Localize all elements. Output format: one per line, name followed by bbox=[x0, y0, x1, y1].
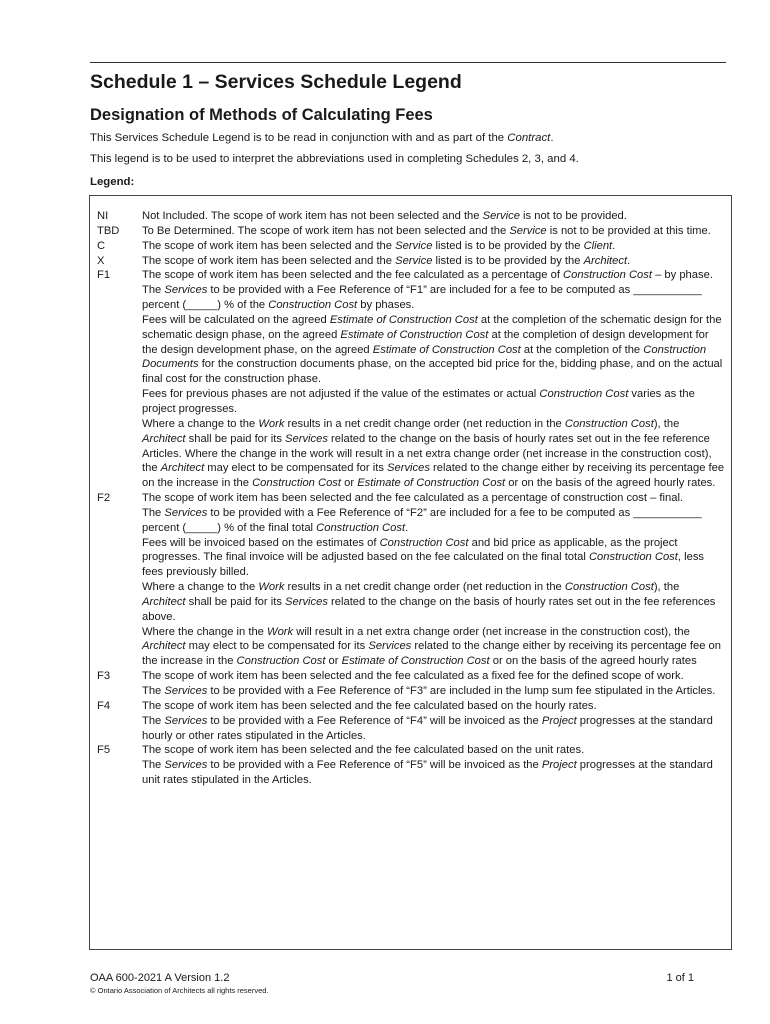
defined-term: Service bbox=[482, 210, 520, 222]
defined-term: Construction Cost bbox=[268, 299, 358, 312]
defined-term: Construction Cost bbox=[316, 521, 406, 534]
legend-box bbox=[89, 195, 732, 950]
definition-paragraph: Where a change to the Work results in a net credit change order (net reduction in the Construction Cost), the Architect shall be paid for its Services related to the change on the basis of hourly rates set out in the fee reference Articles. Where the change in the work will result in a net extra change order (net increase in the construction cost), the Architect may elect to be compensated for its Services related to the change either by receiving its percentage fee on the increase in the Construction Cost or Estimate of Construction Cost or on the basis of the agreed hourly rates. bbox=[142, 417, 725, 490]
legend-entry-f1 bbox=[97, 268, 725, 491]
legend-entry-c bbox=[97, 239, 725, 254]
defined-term: Architect bbox=[142, 640, 186, 653]
defined-term: Services bbox=[387, 462, 430, 475]
legend-definition bbox=[142, 699, 725, 744]
legend-entry-ni bbox=[97, 209, 725, 224]
defined-term: Architect bbox=[142, 432, 186, 445]
defined-term: Services bbox=[164, 714, 208, 727]
legend-abbreviation: NI bbox=[97, 210, 109, 222]
legend-abbreviation: X bbox=[97, 254, 105, 267]
legend-definition bbox=[142, 224, 725, 239]
definition-paragraph: Fees for previous phases are not adjusted if the value of the estimates or actual Construction Cost varies as the project progresses. bbox=[142, 388, 695, 415]
definition-paragraph: To Be Determined. The scope of work item has not been selected and the Service is not to be provided at this time. bbox=[142, 224, 711, 237]
defined-term: Architect bbox=[583, 254, 628, 267]
definition-paragraph: The scope of work item has been selected and the Service listed is to be provided by the Client. bbox=[142, 239, 616, 252]
legend-entry-f5 bbox=[97, 743, 725, 788]
defined-term: Construction Cost bbox=[564, 417, 654, 430]
legend-definition bbox=[142, 209, 725, 224]
legend-label: Legend: bbox=[90, 176, 135, 188]
legend-abbreviation: F5 bbox=[97, 744, 111, 757]
legend-abbreviation: C bbox=[97, 239, 106, 252]
definition-paragraph: The Services to be provided with a Fee Reference of “F3” are included in the lump sum fee stipulated in the Articles. bbox=[142, 685, 716, 697]
legend-definition bbox=[142, 669, 725, 699]
defined-term: Services bbox=[285, 432, 328, 445]
legend-entry-f3 bbox=[97, 669, 725, 699]
definition-paragraph: Where the change in the Work will result in a net extra change order (net increase in the construction cost), the Architect may elect to be compensated for its Services related to the change either by receiving its percentage fee on the increase in the Construction Cost or Estimate of Construction Cost or on the basis of the agreed hourly rates bbox=[142, 625, 721, 668]
definition-paragraph: Fees will be calculated on the agreed Estimate of Construction Cost at the completion of the schematic design for the schematic design phase, on the agreed Estimate of Construction Cost at the completion of design development for the design development phase, on the agreed Estimate of Construction Cost at the completion of the Construction Documents for the construction documents phase, on the accepted bid price for the, bidding phase, and on the actual final cost for the construction phase. bbox=[142, 313, 723, 386]
defined-term: Services bbox=[164, 685, 208, 697]
legend-abbreviation: F4 bbox=[97, 699, 111, 712]
defined-term: Construction Cost bbox=[236, 655, 326, 668]
legend-definition bbox=[142, 239, 725, 254]
legend-abbreviation: F1 bbox=[97, 269, 111, 282]
legend-definition bbox=[142, 491, 725, 669]
legend-entry-tbd bbox=[97, 224, 725, 239]
definition-paragraph: The Services to be provided with a Fee Reference of “F5” will be invoiced as the Project progresses at the standard unit rates stipulated in the Articles. bbox=[142, 759, 713, 787]
defined-term: Services bbox=[368, 640, 412, 653]
legend-entry-f4 bbox=[97, 699, 725, 744]
defined-term: Service bbox=[395, 254, 433, 267]
footer-doc-id: OAA 600-2021 A Version 1.2 bbox=[90, 972, 230, 984]
defined-term: Services bbox=[285, 595, 328, 608]
definition-paragraph: The scope of work item has been selected and the Service listed is to be provided by the Architect. bbox=[142, 254, 631, 267]
defined-term: Services bbox=[164, 506, 208, 519]
legend-definition bbox=[142, 743, 725, 788]
intro-line-2: This legend is to be used to interpret the abbreviations used in completing Schedules 2, 3, and 4. bbox=[90, 153, 579, 165]
intro-line-1: This Services Schedule Legend is to be read in conjunction with and as part of the Contract. bbox=[90, 132, 554, 144]
defined-term: Construction Cost bbox=[563, 269, 652, 282]
defined-term: Construction Cost bbox=[252, 477, 342, 490]
defined-term: Construction Cost bbox=[588, 551, 678, 564]
definition-paragraph: The Services to be provided with a Fee Reference of “F4” will be invoiced as the Project progresses at the standard hourly or other rates stipulated in the Articles. bbox=[142, 714, 713, 742]
definition-paragraph: The scope of work item has been selected and the fee calculated as a percentage of construction cost – final. bbox=[142, 492, 684, 505]
defined-term: Architect bbox=[160, 462, 205, 475]
defined-term: Estimate of Construction Cost bbox=[357, 477, 506, 490]
defined-term: Contract bbox=[507, 132, 551, 144]
page-subtitle: Designation of Methods of Calculating Fees bbox=[90, 106, 433, 124]
legend-entry-x bbox=[97, 254, 725, 269]
legend-definition bbox=[142, 254, 725, 269]
definition-paragraph: The Services to be provided with a Fee Reference of “F2” are included for a fee to be computed as ___________ percent (_____) % of the final total Construction Cost. bbox=[142, 506, 702, 534]
defined-term: Construction Cost bbox=[564, 581, 654, 594]
definition-paragraph: The scope of work item has been selected and the fee calculated based on the hourly rates. bbox=[142, 699, 597, 712]
defined-term: Estimate of Construction Cost bbox=[329, 313, 478, 326]
definition-paragraph: Fees will be invoiced based on the estimates of Construction Cost and bid price as applicable, as the project progresses. The final invoice will be adjusted based on the fee calculated on the final total Construction Cost, less fees previously billed. bbox=[142, 536, 705, 579]
top-rule bbox=[90, 62, 726, 63]
definition-paragraph: Where a change to the Work results in a net credit change order (net reduction in the Construction Cost), the Architect shall be paid for its Services related to the change on the basis of hourly rates set out in the fee references above. bbox=[142, 581, 716, 623]
defined-term: Work bbox=[267, 625, 294, 638]
legend-abbreviation: F2 bbox=[97, 492, 111, 505]
defined-term: Construction Cost bbox=[539, 388, 629, 401]
definition-paragraph: Not Included. The scope of work item has not been selected and the Service is not to be provided. bbox=[142, 210, 627, 222]
footer-copyright: © Ontario Association of Architects all rights reserved. bbox=[90, 986, 269, 995]
defined-term: Work bbox=[258, 581, 285, 594]
defined-term: Service bbox=[509, 224, 547, 237]
definition-paragraph: The scope of work item has been selected and the fee calculated based on the unit rates. bbox=[142, 744, 585, 757]
definition-paragraph: The scope of work item has been selected and the fee calculated as a fixed fee for the defined scope of work. bbox=[142, 670, 684, 683]
definition-paragraph: The scope of work item has been selected and the fee calculated as a percentage of Construction Cost – by phase. bbox=[142, 269, 713, 282]
defined-term: Construction Cost bbox=[379, 536, 469, 549]
definition-paragraph: The Services to be provided with a Fee Reference of “F1” are included for a fee to be computed as ___________ percent (_____) % of the Construction Cost by phases. bbox=[142, 284, 702, 312]
legend-definition bbox=[142, 268, 725, 491]
legend-abbreviation: F3 bbox=[97, 670, 111, 683]
footer-page-number: 1 of 1 bbox=[666, 972, 694, 984]
legend-abbreviation: TBD bbox=[97, 224, 120, 237]
defined-term: Estimate of Construction Cost bbox=[341, 655, 490, 668]
defined-term: Service bbox=[395, 239, 433, 252]
defined-term: Project bbox=[541, 714, 577, 727]
defined-term: Client bbox=[583, 239, 613, 252]
legend-entries bbox=[97, 209, 725, 788]
legend-entry-f2 bbox=[97, 491, 725, 669]
defined-term: Services bbox=[164, 284, 208, 297]
defined-term: Project bbox=[541, 759, 577, 772]
defined-term: Construction Documents bbox=[142, 343, 707, 371]
defined-term: Services bbox=[164, 759, 208, 772]
defined-term: Estimate of Construction Cost bbox=[340, 328, 489, 341]
page-title: Schedule 1 – Services Schedule Legend bbox=[90, 71, 462, 93]
defined-term: Work bbox=[258, 417, 285, 430]
defined-term: Estimate of Construction Cost bbox=[372, 343, 521, 356]
defined-term: Architect bbox=[142, 595, 186, 608]
